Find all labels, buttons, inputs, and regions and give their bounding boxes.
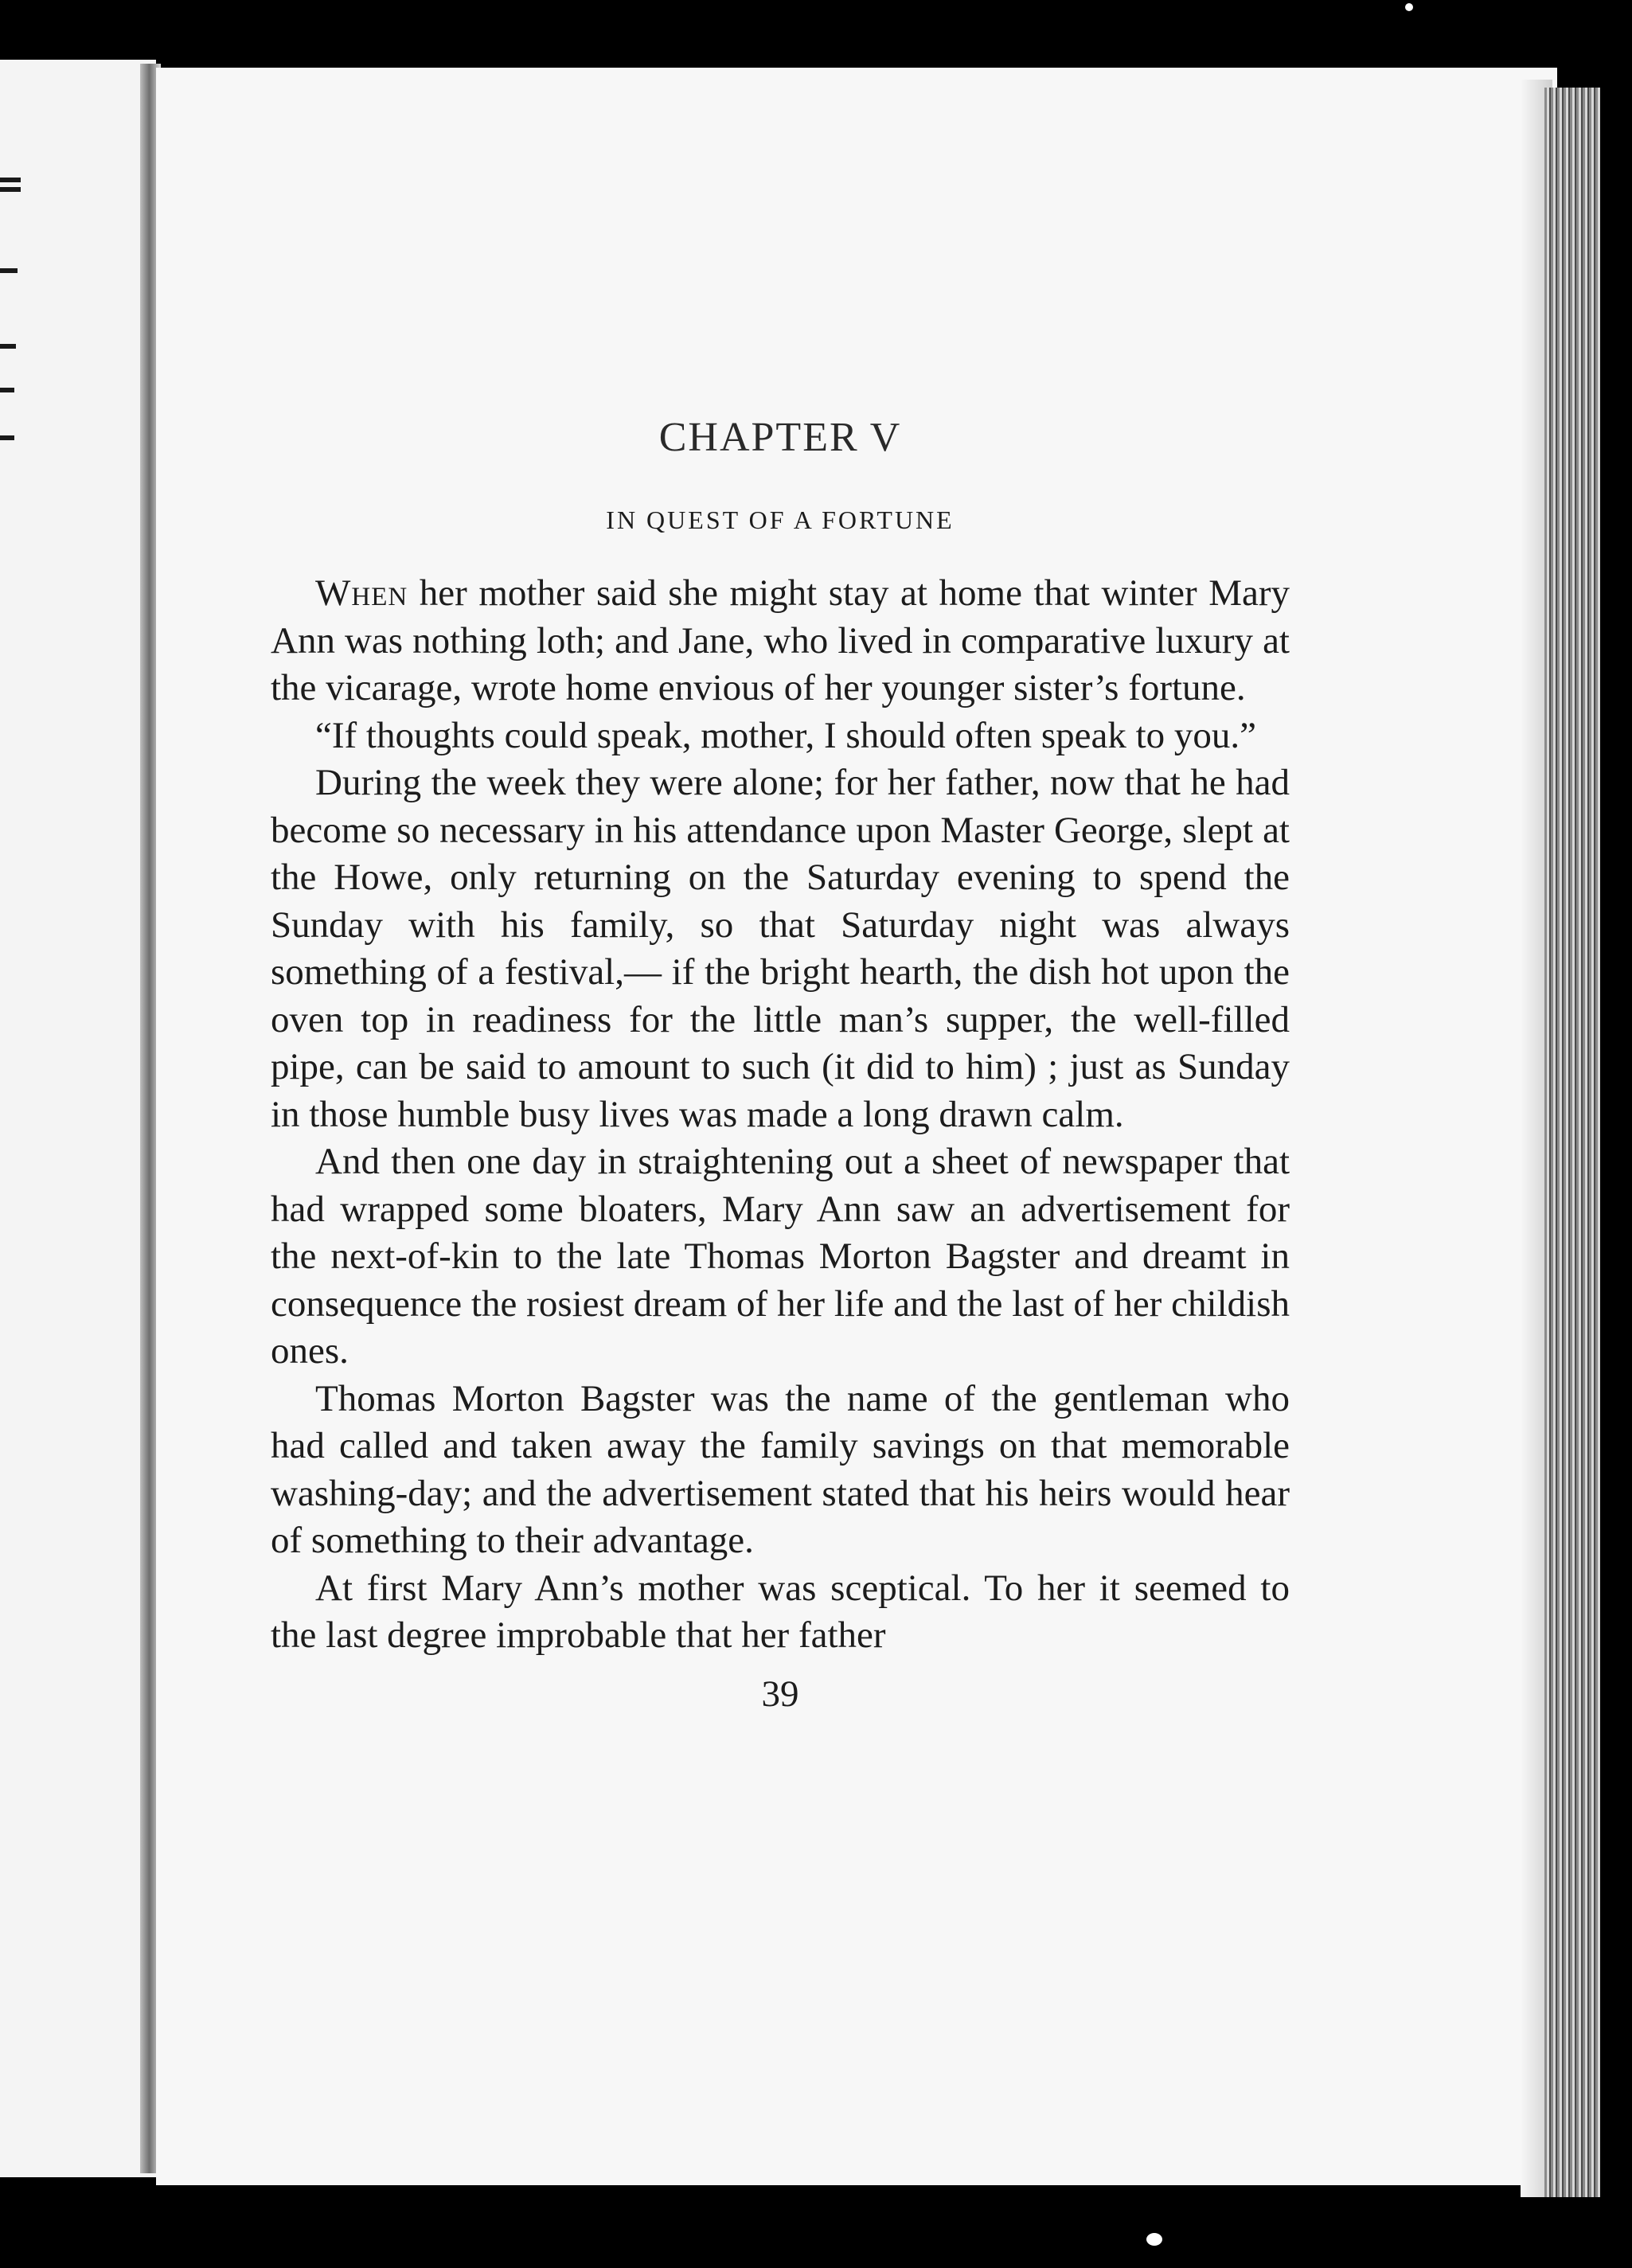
paragraph: At first Mary Ann’s mother was sceptical. To her it seemed to the last degree improbable that her father [271,1567,1290,1656]
page-number: 39 [761,1673,799,1715]
paragraph: Thomas Morton Bagster was the name of the gentleman who had called and taken away the family savings on that memorable washing-day; and the advertisement stated that his heirs would hear of something to their advantage. [271,1377,1290,1561]
paragraph: “If thoughts could speak, mother, I should often speak to you.” [315,714,1256,756]
paragraph: During the week they were alone; for her father, now that he had become so necessary in his attendance upon Master George, slept at the Howe, only returning on the Saturday evening to spend the Sunday with his family, so that Saturday night was always something of a festival,— if the bright hearth, the dish hot upon the oven top in readiness for the little man’s supper, the well-filled pipe, can be said to amount to such (it did to him) ; just as Sunday in those humble busy lives was made a long drawn calm. [271,762,1290,1135]
paragraph-lead-word: When [315,572,408,614]
chapter-title: CHAPTER V [658,415,902,460]
left-page-mark [0,344,16,349]
dust-speck [1146,2233,1162,2246]
left-page-mark [0,268,18,273]
dust-speck [1405,3,1413,11]
paragraph-text: her mother said she might stay at home that winter Mary Ann was nothing loth; and Jane, who lived in comparative luxury at the vicarage, wrote home envious of her younger sister’s fortune. [271,572,1290,709]
left-page-mark [0,388,14,392]
left-page-mark [0,187,21,192]
left-page-edge [0,60,156,2177]
paragraph [271,570,1290,712]
chapter-subtitle: IN QUEST OF A FORTUNE [606,506,955,534]
paragraph: And then one day in straightening out a sheet of newspaper that had wrapped some bloaters, Mary Ann saw an advertisement for the next-of-kin to the late Thomas Morton Bagster and dreamt in consequence the rosiest dream of her life and the last of her childish ones. [271,1141,1290,1372]
left-page-mark [0,435,14,440]
left-page-mark [0,178,21,182]
page-text [271,414,1290,1716]
page-stack-edge [1544,88,1600,2197]
